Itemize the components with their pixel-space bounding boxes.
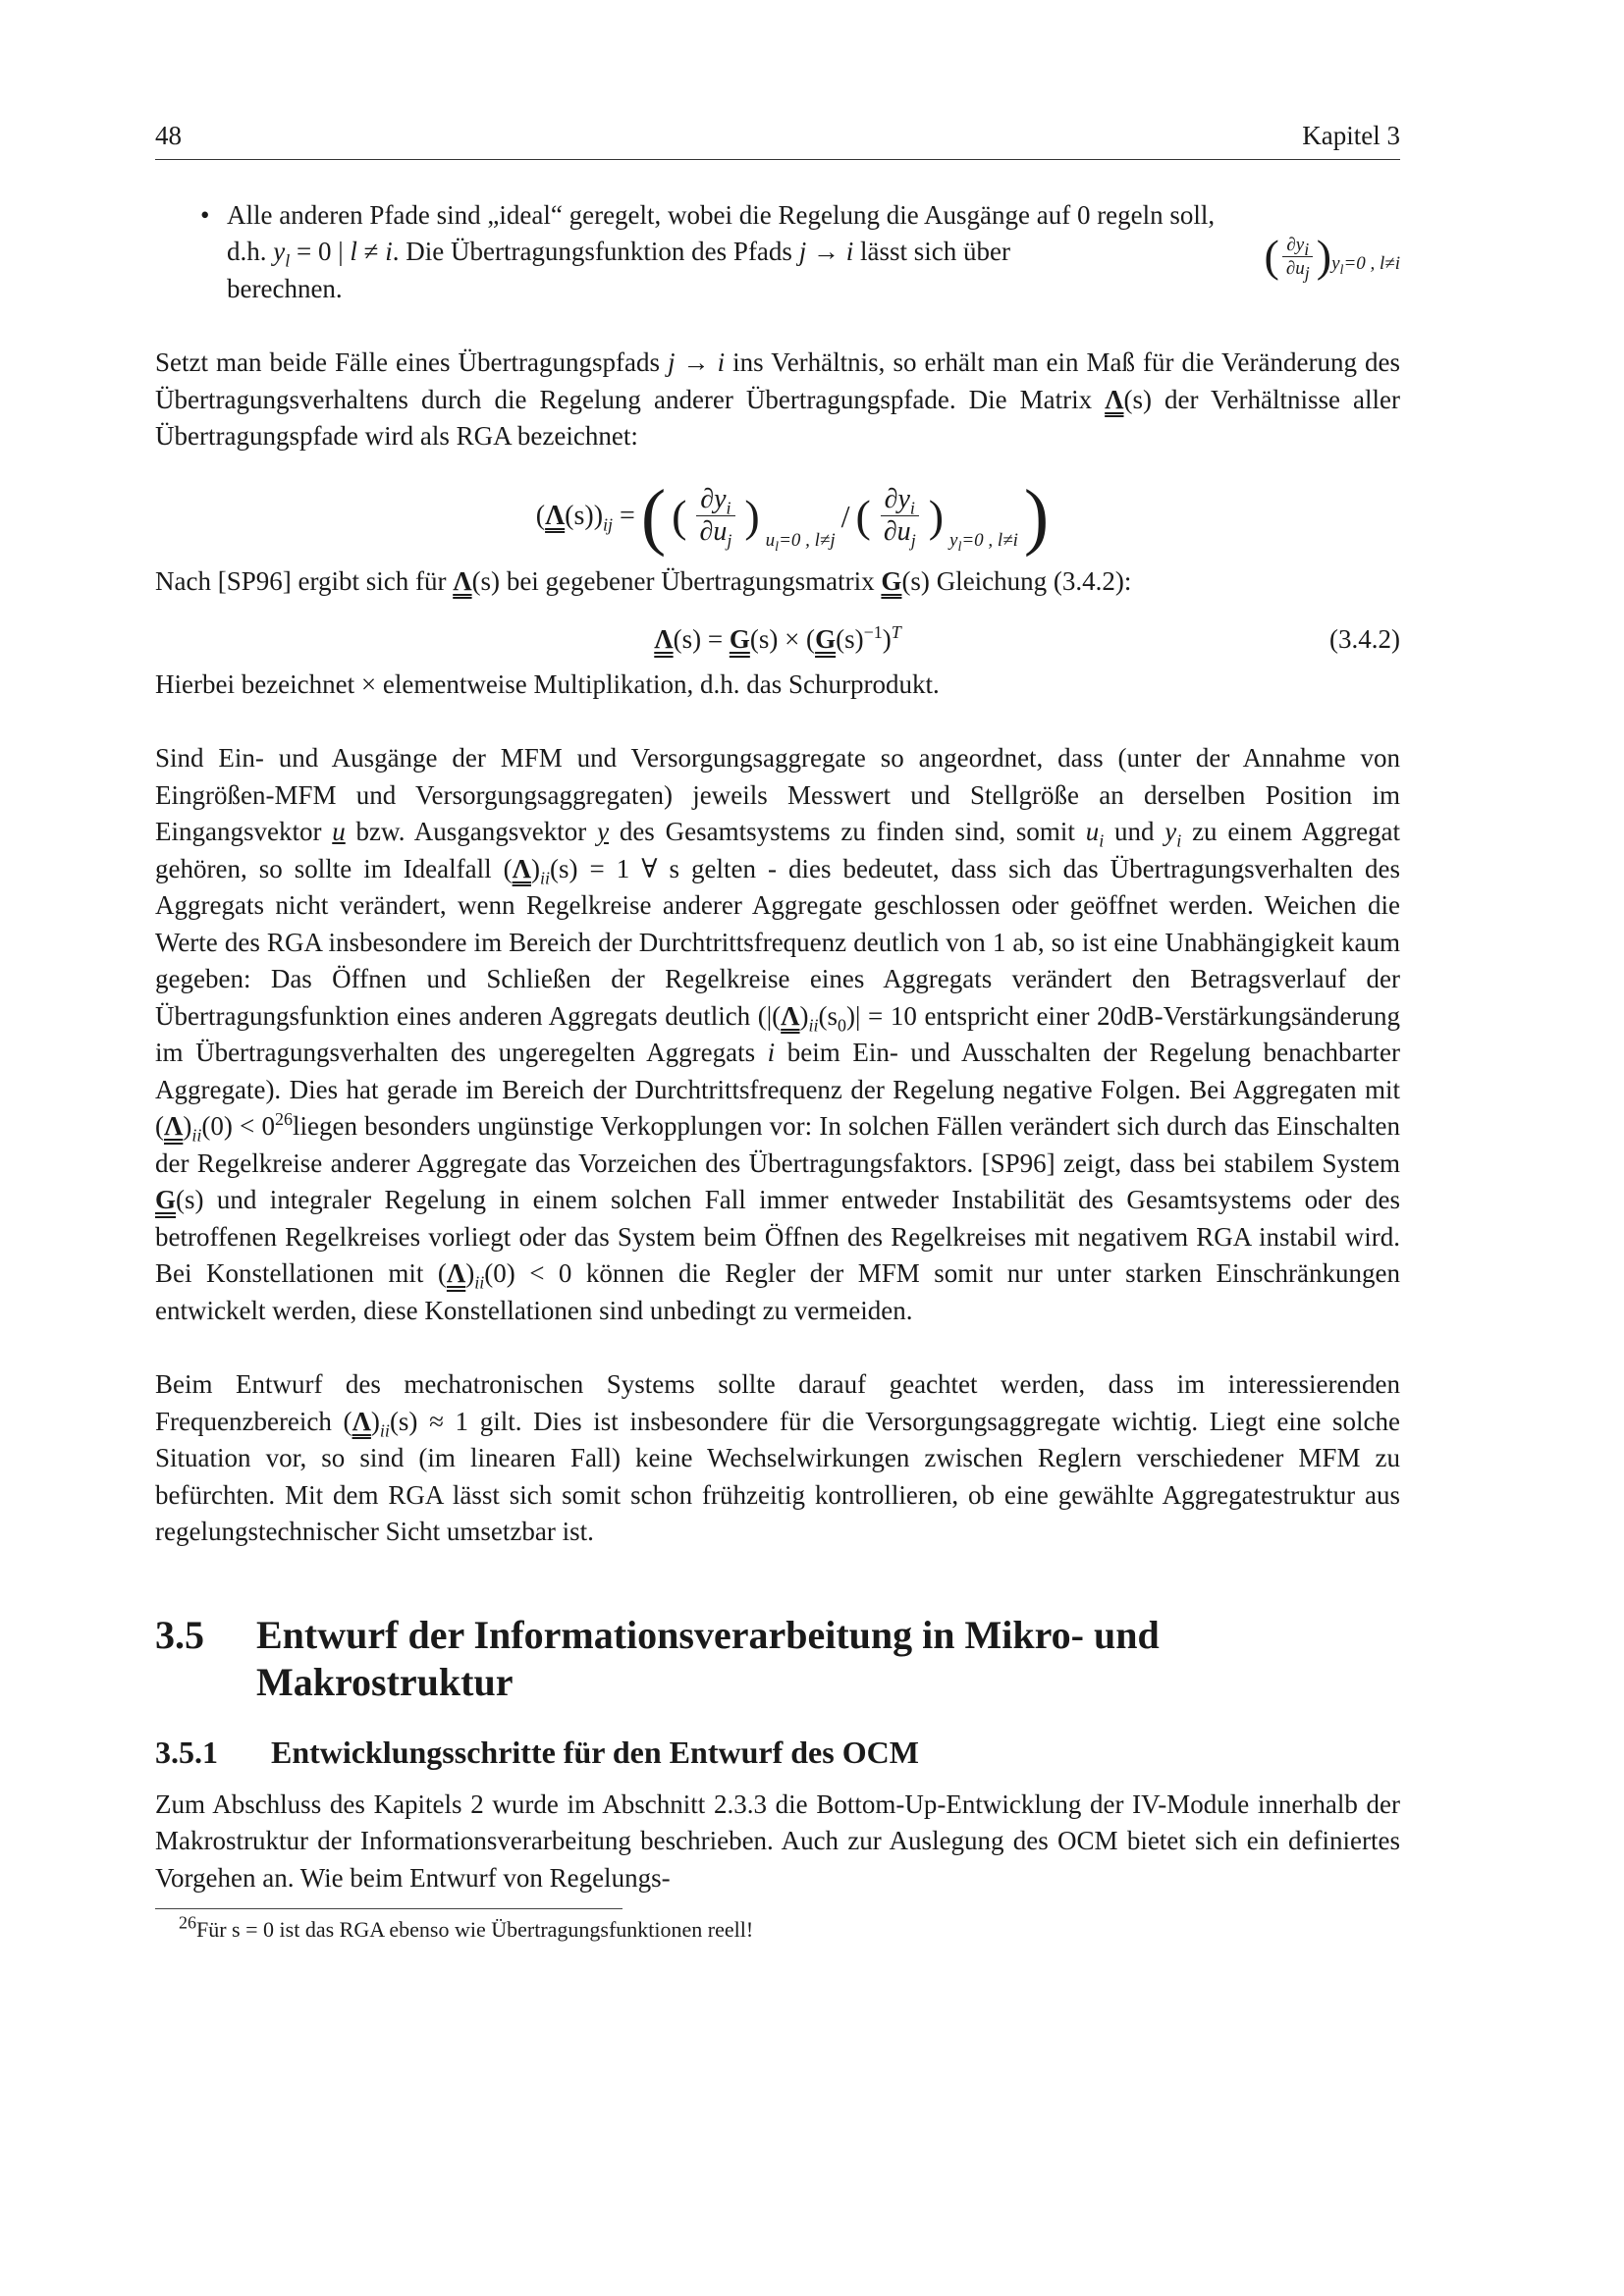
footnote-text: Für s = 0 ist das RGA ebenso wie Übertragungsfunktionen reell! xyxy=(196,1917,754,1942)
paragraph: Beim Entwurf des mechatronischen Systems sollte darauf geachtet werden, dass im interessierenden Frequenzbereich $(\Lambda)_{ii}(s) \approx 1$ gilt. Dies ist insbesondere für die Versorgungsaggregate wichtig. Liegt eine solche Situation vor, so sind (im linearen Fall) keine Wechselwirkungen zwischen Reglern verschiedener MFM zu befürchten. Mit dem RGA lässt sich somit schon frühzeitig kontrollieren, ob eine gewählte Aggregatestruktur aus regelungstechnischer Sicht umsetzbar ist. xyxy=(155,1369,1400,1546)
bullet-text: lässt sich über xyxy=(859,237,1010,266)
subsection-number: 3.5.1 xyxy=(155,1734,218,1770)
subsection-heading xyxy=(155,1732,1400,1773)
subsection-title: Entwicklungsschritte für den Entwurf des OCM xyxy=(271,1734,919,1770)
paragraph: Sind Ein- und Ausgänge der MFM und Versorgungsaggregate so angeordnet, dass (unter der Annahme von Eingrößen-MFM und Versorgungsaggregaten) jeweils Messwert und Stellgröße an derselben Position im Eingangsvektor u bzw. Ausgangsvektor y des Gesamtsystems zu finden sind, somit $u_i$ und $y_i$ zu einem Aggregat gehören, so sollte im Idealfall $(\Lambda)_{ii}(s) = 1$ ∀ s gelten - dies bedeutet, dass sich das Übertragungsverhalten des Aggregats nicht verändert, wenn Regelkreise anderer Aggregate geschlossen oder geöffnet werden. Weichen die Werte des RGA insbesondere im Bereich der Durchtrittsfrequenz deutlich von 1 ab, so ist eine Unabhängigkeit kaum gegeben: Das Öffnen und Schließen der Regelkreise eines Aggregats verändert den Betragsverlauf der Übertragungsfunktion eines anderen Aggregats deutlich ($|(\Lambda)_{ii}(s_0)| = 10$ entspricht einer 20dB-Verstärkungsänderung im Übertragungsverhalten des ungeregelten Aggregats i beim Ein- und Ausschalten der Regelung benachbarter Aggregate). Dies hat gerade im Bereich der Durchtrittsfrequenz der Regelung negative Folgen. Bei Aggregaten mit $(\Lambda)_{ii}(0)$ < $0^{26}liegen$ besonders ungünstige Verkopplungen vor: In solchen Fällen verändert sich durch das Einschalten der Regelkreise anderer Aggregate das Vorzeichen des Übertragungsfaktors. [SP96] zeigt, dass bei stabilem System G(s) und integraler Regelung in einem solchen Fall immer entweder Instabilität des Gesamtsystems oder des betroffenen Regelkreises vorliegt oder das System beim Öffnen des Regelkreises mit negativem RGA instabil wird. Bei Konstellationen mit $(\Lambda)_{ii}(0) < 0$ können die Regler der MFM somit nur unter starken Einschränkungen entwickelt werden, diese Konstellationen sind unbedingt zu vermeiden. xyxy=(155,743,1401,1325)
equation-3-4-2: $\Lambda(s) = G(s) \times (G(s)^{-1})^T$ (3.4.2) xyxy=(155,621,1400,659)
bullet-item: • Alle anderen Pfade sind „ideal“ geregelt, wobei die Regelung die Ausgänge auf 0 regeln soll, d.h. $y_l = 0$ | l ≠ i. Die Übertragungsfunktion des Pfads j → i lässt sich über ( $\frac{\partial y_i}{\partial u_j}$ )$_{y_l=0 , l\ne i}$ berechnen. xyxy=(155,197,1400,308)
bullet-dot-icon: • xyxy=(200,199,210,230)
running-head xyxy=(155,118,1400,160)
bullet-line1: Alle anderen Pfade sind „ideal“ geregelt, wobei die Regelung die Ausgänge auf 0 regeln soll, xyxy=(227,199,1216,230)
paragraph: Zum Abschluss des Kapitels 2 wurde im Abschnitt 2.3.3 die Bottom-Up-Entwicklung der IV-Module innerhalb der Makrostruktur der Informationsverarbeitung beschrieben. Auch zur Auslegung des OCM bietet sich ein definiertes Vorgehen an. Wie beim Entwurf von Regelungs- xyxy=(155,1789,1400,1893)
bullet-text: berechnen. xyxy=(227,273,343,303)
section-number: 3.5 xyxy=(155,1612,204,1657)
section-title: Entwurf der Informationsverarbeitung in Mikro- und Makrostruktur xyxy=(256,1612,1160,1704)
chapter-label: Kapitel 3 xyxy=(1302,121,1400,150)
partial-derivative: ( $\frac{\partial y_i}{\partial u_j}$ )$_{y_l=0 , l\ne i}$ xyxy=(1264,231,1400,283)
footnote xyxy=(155,1912,1400,1945)
bullet-text: d.h. xyxy=(227,237,267,266)
page-number: 48 xyxy=(155,121,182,150)
paragraph: Nach [SP96] ergibt sich für Λ(s) bei gegebener Übertragungsmatrix G(s) Gleichung (3.4.2): xyxy=(155,565,1132,596)
section-heading xyxy=(155,1612,1400,1706)
rga-definition-equation: $(\Lambda(s))_{ij}$ = ( ( $\frac{\partial y_i}{\partial u_j}$ ) $u_l=0$ , l≠j / ( $\frac{\partial y_i}{\partial u_j}$ ) $y_l=0$ , l≠i ) xyxy=(535,474,1050,558)
paragraph: Setzt man beide Fälle eines Übertragungspfads j → i ins Verhältnis, so erhält man ein Maß für die Veränderung des Übertragungsverhaltens durch die Regelung anderer Übertragungspfade. Die Matrix Λ(s) der Verhältnisse aller Übertragungspfade wird als RGA bezeichnet: xyxy=(155,347,1401,451)
footnote-mark: 26 xyxy=(179,1912,196,1933)
page xyxy=(155,118,1400,1945)
bullet-text: Die Übertragungsfunktion des Pfads xyxy=(406,237,792,266)
equation-number: (3.4.2) xyxy=(1329,624,1400,654)
footnote-rule xyxy=(155,1908,623,1909)
paragraph: Hierbei bezeichnet × elementweise Multiplikation, d.h. das Schurprodukt. xyxy=(155,668,940,699)
